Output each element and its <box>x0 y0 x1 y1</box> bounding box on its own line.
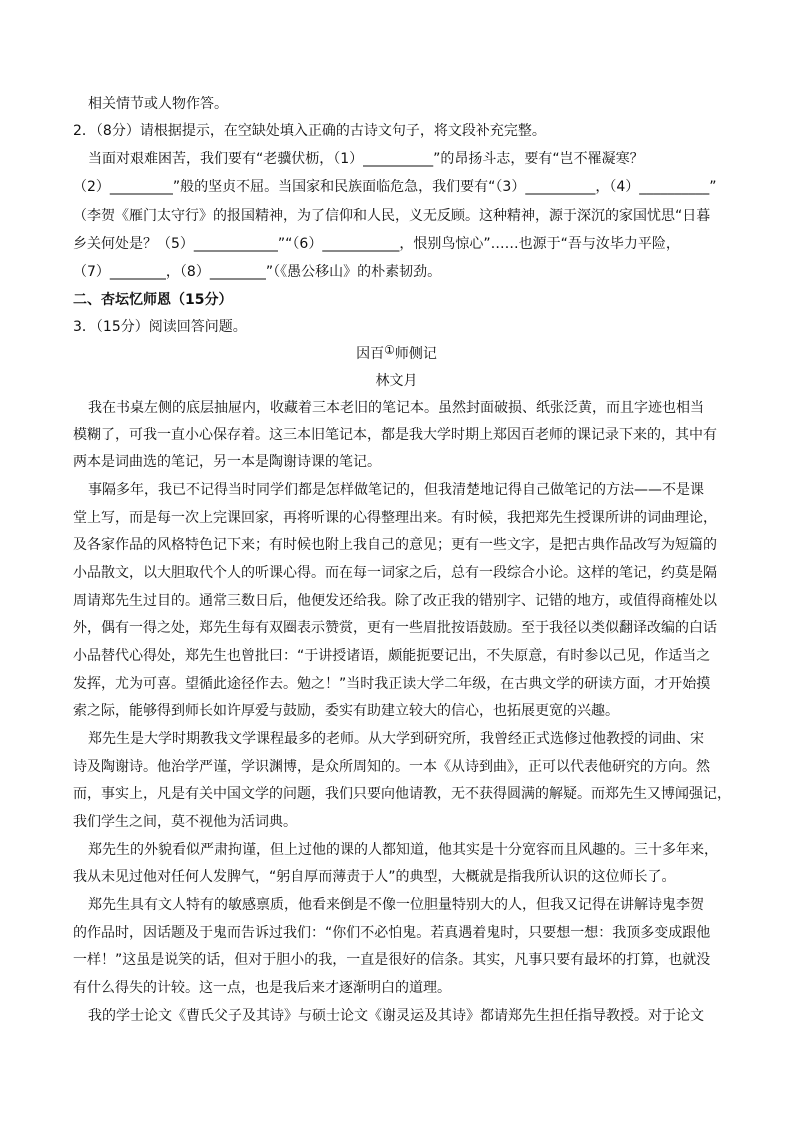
article-line: 有什么得失的计较。这一点，也是我后来才逐渐明白的道理。 <box>73 980 451 996</box>
article-author: 林文月 <box>375 373 418 389</box>
text-line: 相关情节或人物作答。 <box>88 96 228 112</box>
article-line: 一样！”这虽是说笑的话，但对于胆小的我，一直是很好的信条。其实，凡事只要有最坏的打算，也就没 <box>73 952 711 968</box>
text-line: 当面对艰难困苦，我们要有“老骥伏枥，（1）__________”的昂扬斗志，要有“岂不罹凝寒？ <box>88 151 644 167</box>
text-line: （2）_________”般的坚贞不屈。当国家和民族面临危急，我们要有“（3）__________，（4）__________” <box>73 179 717 195</box>
article-title-part: 因百 <box>356 346 385 362</box>
article-line: 外，偶有一得之处，郑先生每有双圈表示赞赏，更有一些眉批按语鼓励。至于我径以类似翻译改编的白话 <box>73 620 717 636</box>
article-line: 事隔多年，我已不记得当时同学们都是怎样做笔记的，但我清楚地记得自己做笔记的方法——不是课 <box>88 482 704 498</box>
article-line: 而，事实上，凡是有关中国文学的问题，我们只要向他请教，无不获得圆满的解疑。而郑先生又博闻强记， <box>73 786 731 802</box>
footnote-mark: ① <box>384 343 395 357</box>
article-line: 模糊了，可我一直小心保存着。这三本旧笔记本，都是我大学时期上郑因百老师的课记录下来的，其中有 <box>73 427 717 443</box>
text-line: （李贺《雁门太守行》的报国精神，为了信仰和人民，义无反顾。这种精神，源于深沉的家国忧思“日暮 <box>73 208 711 224</box>
question-2-heading: 2．（8分）请根据提示，在空缺处填入正确的古诗文句子，将文段补充完整。 <box>73 123 546 139</box>
article-line: 我们学生之间，莫不视他为活词典。 <box>73 814 297 830</box>
article-title <box>0 344 793 364</box>
article-line: 诗及陶谢诗。他治学严谨，学识渊博，是众所周知的。一本《从诗到曲》，正可以代表他研究的方向。然 <box>73 759 710 775</box>
article-line: 及各家作品的风格特色记下来；有时候也附上我自己的意见；更有一些文字，是把古典作品改写为短篇的 <box>73 537 717 553</box>
article-line: 我在书桌左侧的底层抽屉内，收藏着三本老旧的笔记本。虽然封面破损、纸张泛黄，而且字迹也相当 <box>88 400 704 416</box>
article-line: 郑先生具有文人特有的敏感禀质，他看来倒是不像一位胆量特别大的人，但我又记得在讲解诗鬼李贺 <box>88 897 704 913</box>
article-line: 小品替代心得处，郑先生也曾批曰：“于讲授诸语，颇能扼要记出，不失原意，有时参以己见，作适当之 <box>73 648 711 664</box>
text-line: 乡关何处是？（5）____________”“（6）___________，恨别鸟惊心”……也源于“吾与汝毕力平险， <box>73 236 680 252</box>
article-line: 小品散文，以大胆取代个人的听课心得。而在每一词家之后，总有一段综合小论。这样的笔记，约莫是隔 <box>73 565 717 581</box>
article-line: 周请郑先生过目的。通常三数日后，他便发还给我。除了改正我的错别字、记错的地方，或值得商榷处以 <box>73 593 717 609</box>
article-line: 两本是词曲选的笔记，另一本是陶谢诗课的笔记。 <box>73 454 381 470</box>
section-heading: 二、杏坛忆师恩（15分） <box>73 292 233 308</box>
article-line: 我的学士论文《曹氏父子及其诗》与硕士论文《谢灵运及其诗》都请郑先生担任指导教授。对于论文 <box>88 1008 704 1024</box>
article-line: 发挥，尤为可喜。望循此途径作去。勉之！”当时我正读大学二年级，在古典文学的研读方面，才开始摸 <box>73 676 711 692</box>
question-3-heading: 3．（15分）阅读回答问题。 <box>73 319 247 335</box>
article-title-part: 师侧记 <box>394 346 437 362</box>
text-line: （7）________，（8）________”（《愚公移山》的朴素韧劲。 <box>73 264 442 280</box>
article-line: 郑先生的外貌看似严肃拘谨，但上过他的课的人都知道，他其实是十分宽容而且风趣的。三十多年来， <box>88 842 718 858</box>
article-line: 郑先生是大学时期教我文学课程最多的老师。从大学到研究所，我曾经正式选修过他教授的词曲、宋 <box>88 731 704 747</box>
article-line: 的作品时，因话题及于鬼而告诉过我们：“你们不必怕鬼。若真遇着鬼时，只要想一想：我顶多变成跟他 <box>73 925 711 941</box>
article-line: 我从未见过他对任何人发脾气，“躬自厚而薄责于人”的典型，大概就是指我所认识的这位师长了。 <box>73 869 676 885</box>
article-line: 堂上写，而是每一次上完课回家，再将听课的心得整理出来。有时候，我把郑先生授课所讲的词曲理论， <box>73 510 717 526</box>
article-line: 索之际，能够得到师长如许厚爱与鼓励，委实有助建立较大的信心，也拓展更宽的兴趣。 <box>73 703 619 719</box>
